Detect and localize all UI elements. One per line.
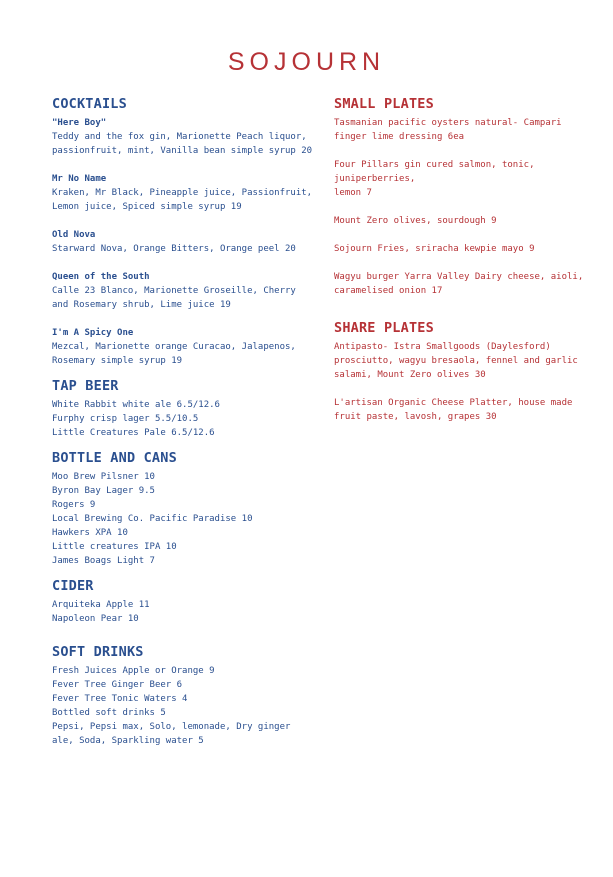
- list-item: Fresh Juices Apple or Orange 9: [52, 666, 215, 676]
- menu-item: [52, 326, 314, 368]
- small-plates-section: [334, 96, 596, 298]
- list-item: Antipasto- Istra Smallgoods (Daylesford) prosciutto, wagyu bresaola, fennel and garlic salami, Mount Zero olives 30: [334, 342, 584, 380]
- menu-item: [52, 172, 314, 214]
- list-item: Sojourn Fries, sriracha kewpie mayo 9: [334, 244, 535, 254]
- soft-drinks-section: [52, 644, 314, 748]
- list-item: Byron Bay Lager 9.5: [52, 486, 155, 496]
- list-item: Bottled soft drinks 5: [52, 708, 166, 718]
- food-column: [334, 96, 596, 424]
- section-title-tap-beer: TAP BEER: [52, 378, 119, 394]
- menu-item: [52, 228, 314, 256]
- item-name: Old Nova: [52, 230, 96, 240]
- item-description: Starward Nova, Orange Bitters, Orange peel 20: [52, 244, 296, 254]
- list-item: Arquiteka Apple 11: [52, 600, 150, 610]
- section-title-cider: CIDER: [52, 578, 94, 594]
- section-title-share-plates: SHARE PLATES: [334, 320, 434, 336]
- item-name: Queen of the South: [52, 272, 150, 282]
- section-title-soft-drinks: SOFT DRINKS: [52, 644, 144, 660]
- list-item: Tasmanian pacific oysters natural- Campari finger lime dressing 6ea: [334, 118, 567, 142]
- list-item: James Boags Light 7: [52, 556, 155, 566]
- list-item: Local Brewing Co. Pacific Paradise 10: [52, 514, 253, 524]
- list-item: Pepsi, Pepsi max, Solo, lemonade, Dry ginger ale, Soda, Sparkling water 5: [52, 722, 291, 746]
- item-name: "Here Boy": [52, 118, 107, 128]
- list-item: Four Pillars gin cured salmon, tonic, juniperberries, lemon 7: [334, 160, 535, 198]
- brand-logo: SOJOURN: [227, 48, 386, 76]
- list-item: Little creatures IPA 10: [52, 542, 177, 552]
- section-title-bottle-cans: BOTTLE AND CANS: [52, 450, 177, 466]
- list-item: Napoleon Pear 10: [52, 614, 139, 624]
- section-title-small-plates: SMALL PLATES: [334, 96, 434, 112]
- item-description: Kraken, Mr Black, Pineapple juice, Passionfruit, Lemon juice, Spiced simple syrup 19: [52, 188, 313, 212]
- list-item: Rogers 9: [52, 500, 96, 510]
- item-name: Mr No Name: [52, 174, 107, 184]
- item-description: Calle 23 Blanco, Marionette Groseille, Cherry and Rosemary shrub, Lime juice 19: [52, 286, 296, 310]
- list-item: Little Creatures Pale 6.5/12.6: [52, 428, 215, 438]
- item-description: Teddy and the fox gin, Marionette Peach liquor, passionfruit, mint, Vanilla bean simple syrup 20: [52, 132, 313, 156]
- tap-beer-section: [52, 378, 314, 440]
- list-item: Furphy crisp lager 5.5/10.5: [52, 414, 199, 424]
- bottle-cans-section: [52, 450, 314, 568]
- section-title-cocktails: COCKTAILS: [52, 96, 127, 112]
- list-item: Fever Tree Ginger Beer 6: [52, 680, 183, 690]
- list-item: L'artisan Organic Cheese Platter, house made fruit paste, lavosh, grapes 30: [334, 398, 578, 422]
- menu-item: [52, 270, 314, 312]
- list-item: White Rabbit white ale 6.5/12.6: [52, 400, 220, 410]
- list-item: Mount Zero olives, sourdough 9: [334, 216, 497, 226]
- list-item: Moo Brew Pilsner 10: [52, 472, 155, 482]
- cider-section: [52, 578, 314, 626]
- drinks-column: [52, 96, 314, 748]
- share-plates-section: [334, 320, 596, 424]
- list-item: Wagyu burger Yarra Valley Dairy cheese, aioli, caramelised onion 17: [334, 272, 589, 296]
- item-name: I'm A Spicy One: [52, 328, 134, 338]
- list-item: Fever Tree Tonic Waters 4: [52, 694, 188, 704]
- cocktails-section: [52, 96, 314, 368]
- menu-item: [52, 116, 314, 158]
- list-item: Hawkers XPA 10: [52, 528, 128, 538]
- item-description: Mezcal, Marionette orange Curacao, Jalapenos, Rosemary simple syrup 19: [52, 342, 296, 366]
